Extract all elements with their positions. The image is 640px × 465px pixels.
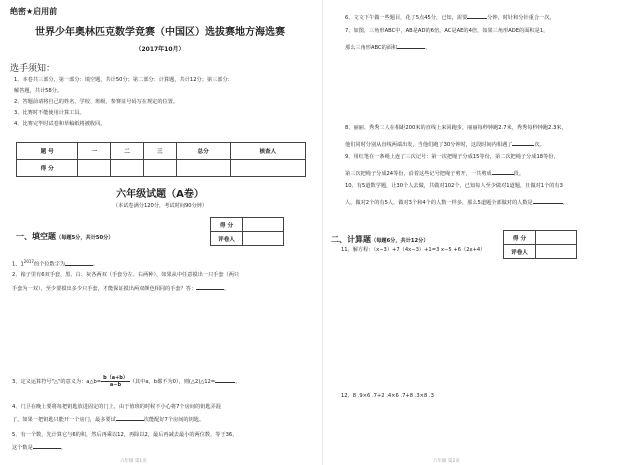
section1-title-text: 一、填空题: [16, 232, 56, 241]
q8-end: 次。: [534, 142, 545, 148]
q10-answer-blank[interactable]: [533, 197, 563, 204]
q5-end: 。: [60, 445, 66, 451]
q2-answer-blank[interactable]: [196, 283, 224, 290]
q9-line2-wrap: [345, 168, 630, 179]
exam-paper-title: 六年级试题（A卷）: [116, 189, 204, 200]
score-row-label: 得 分: [17, 160, 78, 177]
q5-line2-wrap: [12, 442, 310, 453]
exam-main-title: 世界少年奥林匹克数学竞赛（中国区）选拔赛地方海选赛: [35, 27, 285, 38]
section2-title-text: 二、计算题: [331, 235, 371, 244]
question-12: 12、8 .9×6 .7+2 .4×6 .7+8 .3×8 .3: [341, 393, 434, 399]
q3-answer-blank[interactable]: [215, 376, 235, 383]
q7-line1: 7、如图，三角形ABC中，AB是AD的6倍，AC是AE的4倍，如果三角形ADE的面积是1，: [345, 28, 549, 34]
q10-line2: 人，做对2个的有5人，做对3个和4个的人数一样多，那么5道题全部做对的人数是: [345, 200, 533, 206]
section2-title: [331, 234, 429, 245]
notice-item: 1、本卷共三部分，第一部分：填空题，共计50分；第二部分：计算题，共计12分；第三部分：: [14, 77, 233, 83]
question-10: [345, 182, 630, 208]
q4-line2: 了，如果一把钥匙只能开一个房门，最多要试: [12, 417, 116, 423]
section1-points: （每题5分，共计50分）: [56, 235, 114, 241]
q1-text: 1、1: [12, 261, 24, 268]
q2-end: 。: [224, 286, 230, 292]
question-11: 11、解方程：（x−3）+7（4x−3）+1=3 x−5 +6（2x+4）: [341, 247, 486, 253]
section1-grader-label: 评卷人: [211, 232, 243, 246]
notice-heading: 选手须知：: [10, 64, 56, 74]
q9-answer-blank[interactable]: [492, 168, 514, 175]
score-cell[interactable]: [143, 160, 176, 177]
section2-score-label: 得 分: [504, 231, 536, 245]
q10-line1: 10、有5道数学题，让30个人去做，共做对102个，已知每人至少做对1道题，且做对1个的有3: [345, 183, 563, 189]
q4-line1: 4、门卫在晚上要将每把钥匙放进固定的门上，由于值班的时候不小心将7个房间的钥匙弄混: [12, 404, 221, 410]
q8-line2: 他们同时分别从直线两端出发，当他们跑了30分钟时，这段时间内相遇了: [345, 142, 513, 148]
page-footer-left: 六年级 第1页: [120, 459, 147, 464]
q9-line2: 第三次把绳子分成24等份，沿着这些记号把绳子剪开，一共剪成: [345, 171, 492, 177]
q4-line2b: 次能配好7个房间的钥匙。: [143, 417, 205, 423]
q8-line2-wrap: [345, 139, 630, 150]
q3-end: 。: [235, 379, 241, 385]
score-table-score-row: [17, 160, 306, 177]
question-1: [12, 257, 310, 270]
q5-answer-blank[interactable]: [33, 442, 61, 449]
q10-line2-wrap: [345, 197, 630, 208]
exam-date: （2017年10月）: [135, 46, 185, 53]
q10-end: 。: [562, 200, 568, 206]
page-footer-right: 六年级 第2页: [433, 459, 460, 464]
question-4: [12, 403, 310, 425]
q5-line1: 5、有一个数，先计算它与6的积，然后再乘以12，再除以2，最后再减去最小的两位数，等于36，: [12, 432, 238, 438]
question-8: [345, 124, 630, 150]
q8-line1: 8、丽丽、秀秀二人在相距200米的直线上来回跑步，丽丽每秒钟跑2.7米，秀秀每秒钟跑2.3米，: [345, 125, 567, 131]
q2-line2: 手套为一双），至少要摸出多少只手套，才能保证摸出两双颜色相同的手套？答：: [12, 286, 197, 292]
notice-list: [10, 75, 310, 130]
q2-line1: 2、箱子里有6双手套，黑、白、灰各两双（手套分左、右两种），如果从中任意摸出一只手套（两只: [12, 272, 240, 278]
q7-end: 。: [425, 45, 431, 51]
notice-item: 3、比赛时不能使用计算工具。: [14, 110, 85, 116]
q8-answer-blank[interactable]: [512, 139, 534, 146]
q7-line2-wrap: [345, 42, 630, 53]
score-cell[interactable]: [176, 160, 230, 177]
q1-exponent: 2017: [23, 259, 34, 264]
q3-mid: （其中a，b都不为0），则(△2)△12=: [129, 379, 216, 385]
q3-numerator: b（a+b）: [103, 375, 128, 381]
exam-page-right: [322, 0, 640, 465]
q6-answer-blank[interactable]: [467, 12, 487, 19]
q7-answer-blank[interactable]: [397, 42, 425, 49]
q4-line2-wrap: [12, 414, 310, 425]
score-cell[interactable]: [111, 160, 144, 177]
section1-score-cell[interactable]: [243, 218, 284, 232]
score-header-cell: 三: [143, 143, 176, 160]
score-cell[interactable]: [78, 160, 111, 177]
section1-header: [10, 217, 310, 245]
main-score-table: [16, 142, 306, 177]
q7-line2: 那么三角形ABC的面积: [345, 45, 398, 51]
q6-mid: 分钟，时针和分针重合一次。: [487, 15, 555, 21]
score-header-cell: 总分: [176, 143, 230, 160]
question-5: [12, 431, 310, 453]
question-6: [345, 12, 630, 23]
q3-text: 3、定义运算符号"△"的意义为：a△b=: [12, 379, 102, 385]
section1-score-label: 得 分: [211, 218, 243, 232]
section2-score-cell[interactable]: [536, 231, 577, 245]
notice-item: 4、比赛完毕时试卷和草稿纸将被收回。: [14, 121, 106, 127]
exam-paper-subtitle: （本试卷满分120分，考试时间90分钟）: [112, 203, 208, 209]
question-9: [345, 153, 630, 179]
score-cell[interactable]: [230, 160, 305, 177]
q3-fraction: [101, 375, 130, 388]
question-2: [12, 271, 310, 294]
q5-line2: 这个数是: [12, 445, 33, 451]
section1-grader-cell[interactable]: [243, 232, 284, 246]
q1-end: 。: [93, 261, 99, 268]
notice-item: 解答题，共计58分。: [14, 88, 63, 94]
q1-answer-blank[interactable]: [65, 259, 93, 266]
q3-denominator: a−b: [109, 382, 122, 388]
q9-end: 段。: [513, 171, 525, 177]
section2-grader-label: 评卷人: [504, 245, 536, 259]
section1-title: [16, 231, 114, 242]
confidential-label: 绝密★启用前: [10, 7, 58, 16]
q9-line1: 9、用红笔在一条绳上连了三次记号：第一次把绳子分成15等份，第二次把绳子分成18等份，: [345, 154, 559, 160]
question-7: [345, 27, 630, 53]
score-header-cell: 二: [111, 143, 144, 160]
score-header-cell: 题 号: [17, 143, 78, 160]
score-table-header-row: [17, 143, 306, 160]
q6-text: 6、文文下午做一些题目，花了5点45分，已知，需要: [345, 15, 468, 21]
section1-score-box: [210, 217, 284, 246]
score-header-cell: 核查人: [230, 143, 305, 160]
section2-points: （每题6分，共计12分）: [371, 238, 429, 244]
notice-item: 2、答题前请将自己的姓名、学校、班级、参赛证号码写在规定的位置。: [14, 99, 179, 105]
q4-answer-blank[interactable]: [116, 414, 144, 421]
q1-text-post: 的个位数字为: [33, 261, 66, 268]
q2-line2-wrap: [12, 283, 310, 294]
question-3: [12, 375, 310, 388]
score-header-cell: 一: [78, 143, 111, 160]
